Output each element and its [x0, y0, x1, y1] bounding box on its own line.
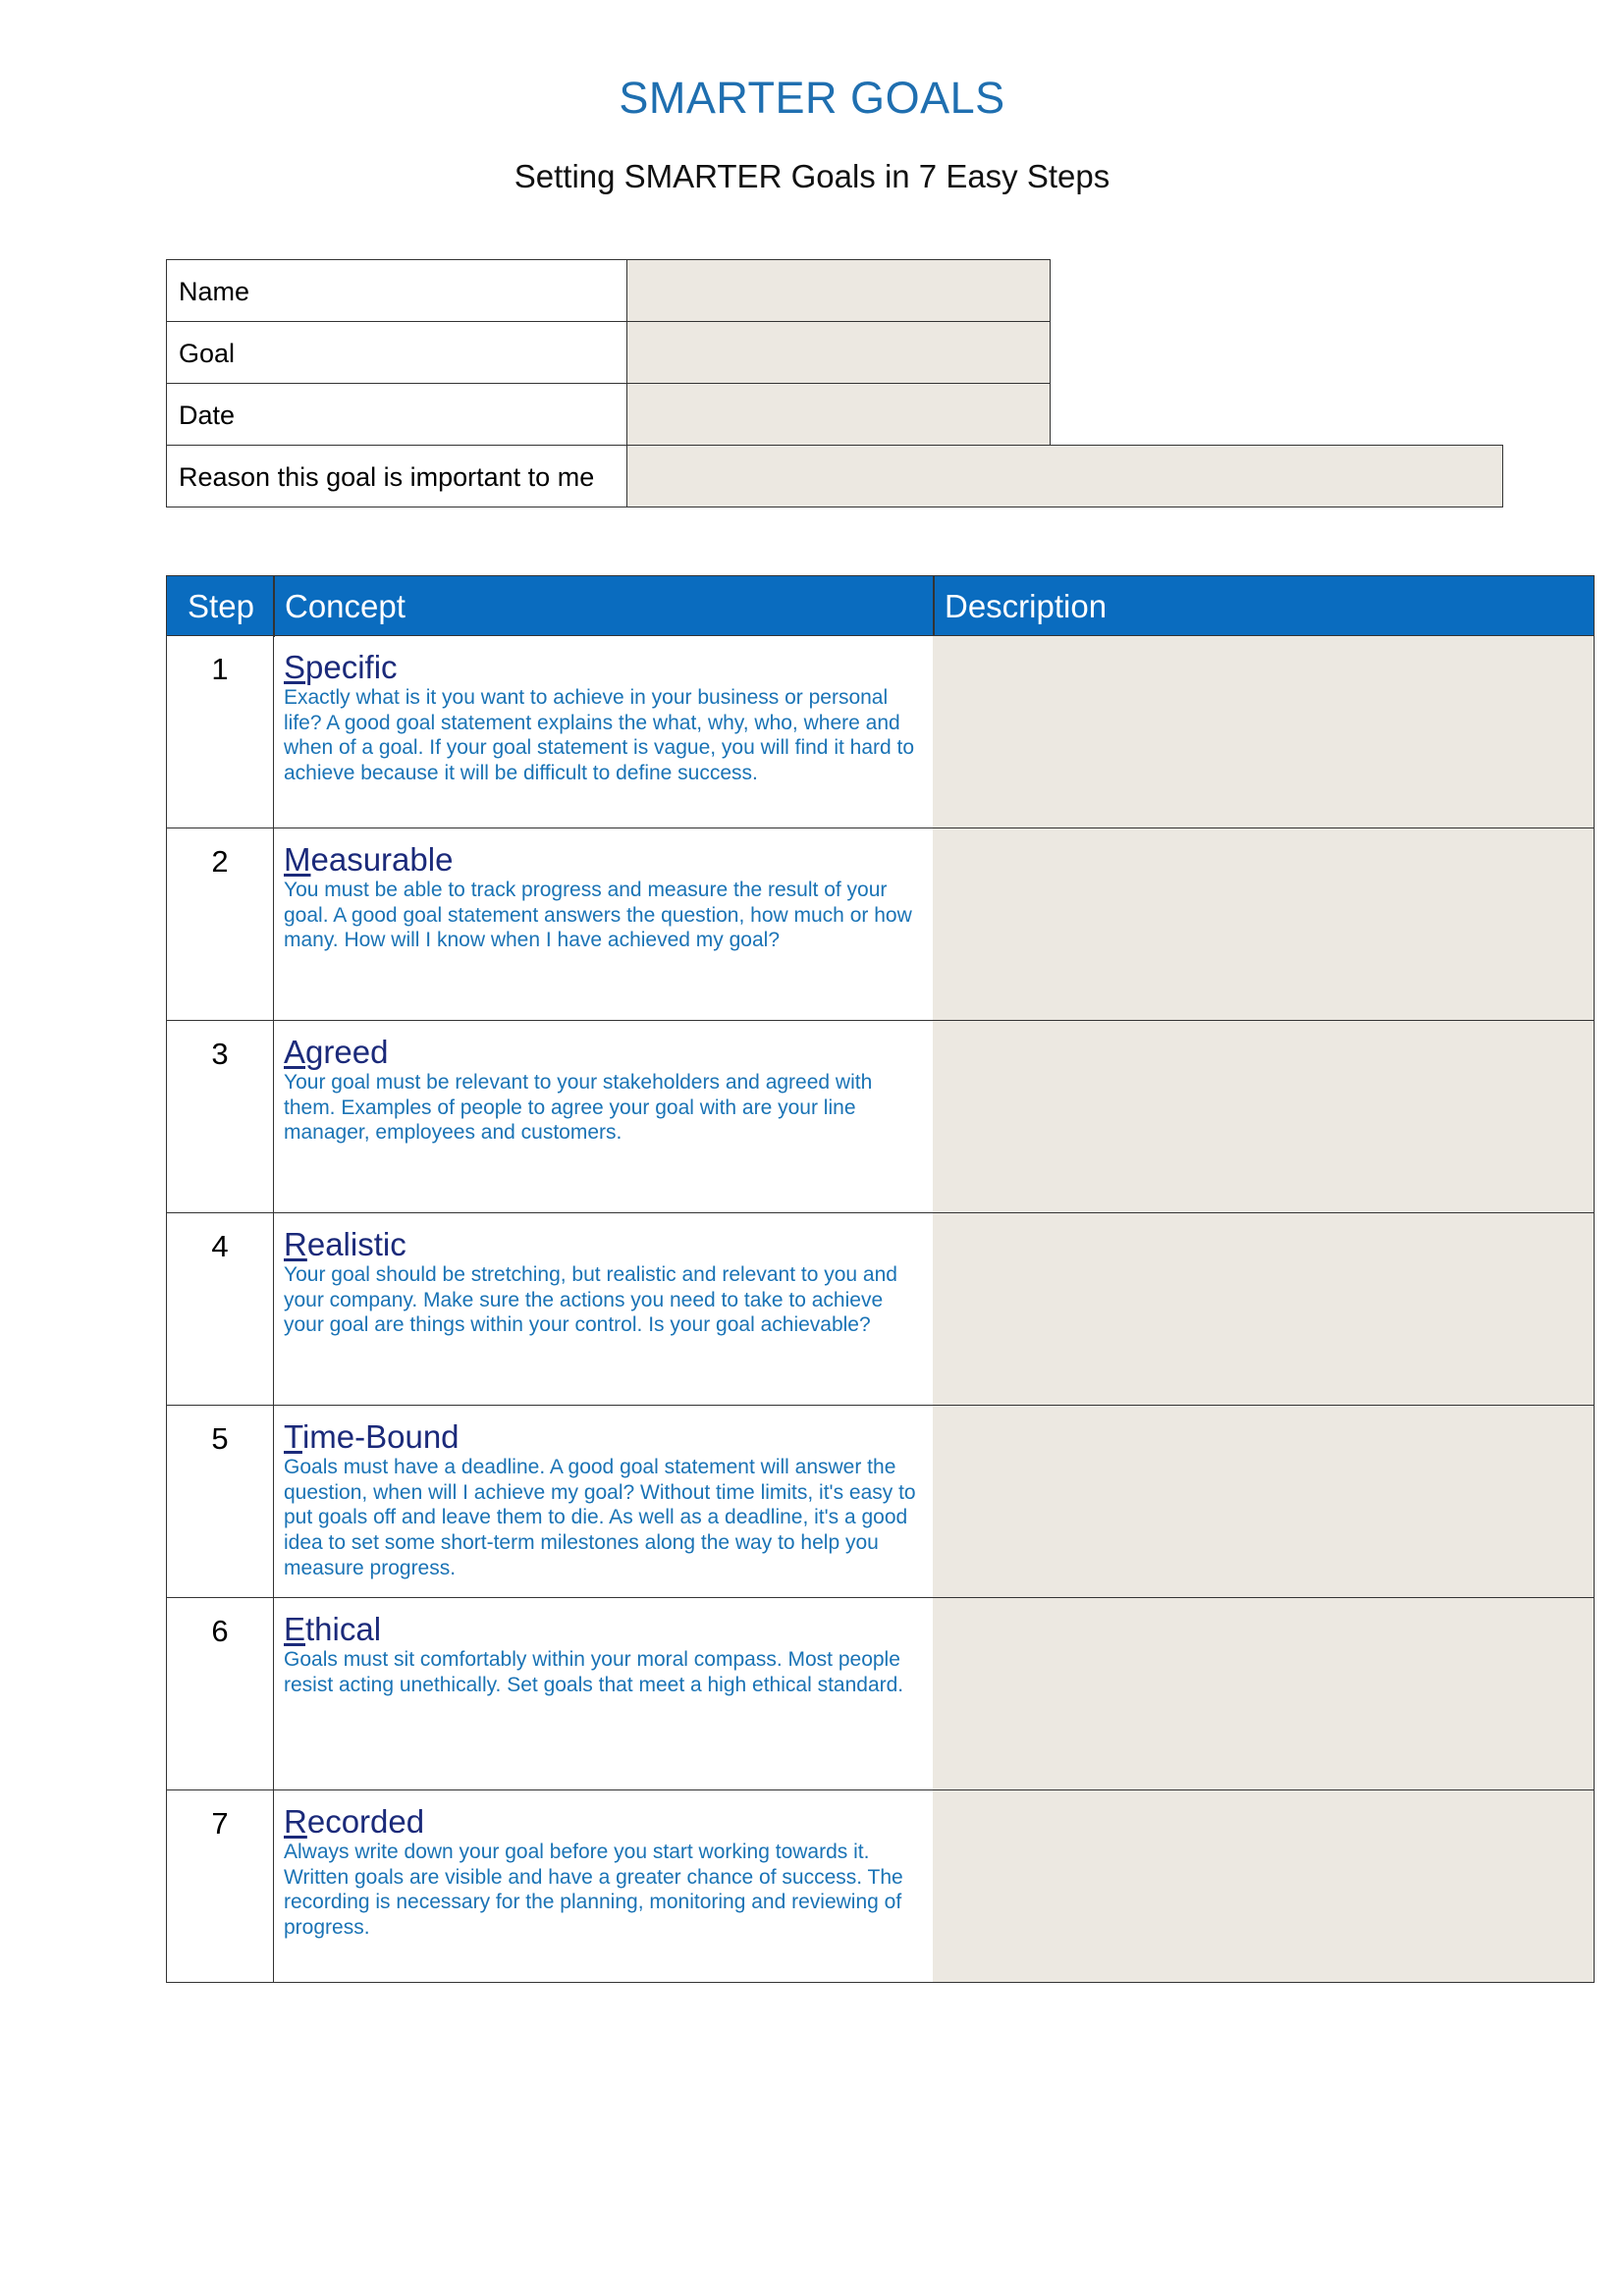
- info-label: Name: [166, 259, 627, 322]
- concept-rest: easurable: [310, 841, 454, 878]
- table-header: [166, 575, 1595, 636]
- table-row: [166, 1598, 1595, 1790]
- date-field[interactable]: [626, 383, 1051, 446]
- description-field[interactable]: [933, 828, 1595, 1021]
- info-label: Reason this goal is important to me: [166, 445, 627, 507]
- step-number: 1: [166, 636, 274, 828]
- concept-name: [284, 1227, 919, 1262]
- concept-initial: S: [284, 649, 306, 685]
- table-row: [166, 1021, 1595, 1213]
- info-label: Date: [166, 383, 627, 446]
- info-label: Goal: [166, 321, 627, 384]
- goal-field[interactable]: [626, 321, 1051, 384]
- step-number: 5: [166, 1406, 274, 1598]
- concept-text: You must be able to track progress and measure the result of your goal. A good goal statement answers the question, how much or how many. How will I know when I have achieved my goal?: [284, 879, 912, 952]
- table-row: [166, 636, 1595, 828]
- concept-initial: R: [284, 1226, 307, 1262]
- concept-name: [284, 1035, 919, 1070]
- concept-initial: T: [284, 1418, 302, 1455]
- concept-name: [284, 650, 919, 685]
- concept-text: Goals must have a deadline. A good goal statement will answer the question, when will I achieve my goal? Without time limits, it's easy to put goals off and leave them to die. As well as a deadline, it's a good idea to set some short-term milestones along the way to help you measure progress.: [284, 1456, 916, 1579]
- concept-cell: [273, 828, 934, 1021]
- concept-rest: ime-Bound: [301, 1418, 460, 1455]
- concept-name: [284, 1612, 919, 1647]
- step-number: 6: [166, 1598, 274, 1790]
- step-number: 4: [166, 1213, 274, 1406]
- concept-rest: ealistic: [306, 1226, 406, 1262]
- table-row: [166, 1213, 1595, 1406]
- concept-cell: [273, 1021, 934, 1213]
- reason-field[interactable]: [626, 445, 1503, 507]
- concept-initial: R: [284, 1803, 307, 1840]
- page-subtitle: Setting SMARTER Goals in 7 Easy Steps: [514, 158, 1110, 194]
- step-number: 2: [166, 828, 274, 1021]
- header-description: Description: [945, 588, 1108, 624]
- table-row: [166, 828, 1595, 1021]
- concept-text: Goals must sit comfortably within your moral compass. Most people resist acting unethically. Set goals that meet a high ethical standard.: [284, 1648, 904, 1696]
- step-number: 3: [166, 1021, 274, 1213]
- concept-rest: ecorded: [306, 1803, 425, 1840]
- page-title: SMARTER GOALS: [619, 73, 1005, 123]
- concept-name: [284, 1419, 919, 1455]
- header-divider: [933, 576, 935, 637]
- concept-text: Exactly what is it you want to achieve in your business or personal life? A good goal statement explains the what, why, who, where and when of a goal. If your goal statement is vague, you will find it hard to achieve because it will be difficult to define success.: [284, 686, 915, 785]
- description-field[interactable]: [933, 1598, 1595, 1790]
- table-row: [166, 1790, 1595, 1983]
- concept-rest: pecific: [305, 649, 398, 685]
- concept-text: Always write down your goal before you start working towards it. Written goals are visible and have a greater chance of success. The recording is necessary for the planning, monitoring and reviewing of progress.: [284, 1841, 903, 1940]
- header-divider: [273, 576, 275, 637]
- concept-cell: [273, 1406, 934, 1598]
- description-field[interactable]: [933, 1021, 1595, 1213]
- concept-rest: greed: [305, 1034, 389, 1070]
- concept-initial: A: [284, 1034, 306, 1070]
- concept-name: [284, 1804, 919, 1840]
- description-field[interactable]: [933, 1213, 1595, 1406]
- description-field[interactable]: [933, 1406, 1595, 1598]
- concept-text: Your goal should be stretching, but realistic and relevant to you and your company. Make sure the actions you need to take to achieve your goal are things within your control. Is your goal achievable?: [284, 1263, 897, 1337]
- concept-initial: E: [284, 1611, 306, 1647]
- table-row: [166, 1406, 1595, 1598]
- concept-cell: [273, 1790, 934, 1983]
- concept-cell: [273, 636, 934, 828]
- description-field[interactable]: [933, 1790, 1595, 1983]
- concept-cell: [273, 1213, 934, 1406]
- description-field[interactable]: [933, 636, 1595, 828]
- step-number: 7: [166, 1790, 274, 1983]
- concept-cell: [273, 1598, 934, 1790]
- header-concept: Concept: [285, 588, 406, 624]
- name-field[interactable]: [626, 259, 1051, 322]
- concept-initial: M: [284, 841, 311, 878]
- concept-text: Your goal must be relevant to your stakeholders and agreed with them. Examples of people to agree your goal with are your line manager, employees and customers.: [284, 1071, 873, 1145]
- concept-name: [284, 842, 919, 878]
- header-step: Step: [188, 588, 254, 624]
- concept-rest: thical: [305, 1611, 382, 1647]
